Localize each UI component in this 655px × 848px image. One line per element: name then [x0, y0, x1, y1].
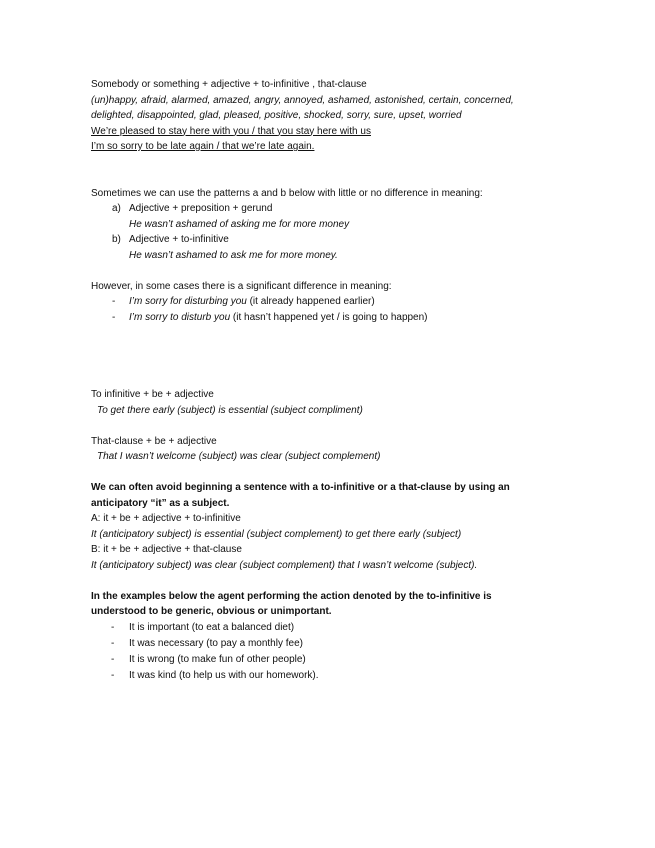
adjectives-list-line1: (un)happy, afraid, alarmed, amazed, angry, annoyed, ashamed, astonished, certain, concerned,: [91, 94, 514, 106]
section2-intro: Sometimes we can use the patterns a and b below with little or no difference in meaning:: [91, 187, 483, 199]
section4-heading: To infinitive + be + adjective: [91, 389, 214, 400]
list-item: [91, 620, 571, 636]
pattern-text: Adjective + to-infinitive: [129, 234, 229, 245]
pattern-a: A: it + be + adjective + to-infinitive: [91, 513, 241, 524]
list-item: [91, 232, 571, 248]
section4-example: To get there early (subject) is essential (subject compliment): [97, 404, 363, 416]
list-item: [91, 310, 571, 326]
example-text: I’m sorry to disturb you: [129, 311, 231, 323]
pattern-example: He wasn’t ashamed to ask me for more money.: [129, 249, 338, 261]
adjectives-list-line2: delighted, disappointed, glad, pleased, positive, shocked, sorry, sure, upset, worried: [91, 110, 462, 121]
list-marker: -: [111, 637, 115, 649]
example-note: (it already happened earlier): [246, 296, 375, 307]
section3-intro: However, in some cases there is a significant difference in meaning:: [91, 280, 392, 292]
generic-agent-paragraph: In the examples below the agent performing the action denoted by the to-infinitive is understood to be generic, obvious or unimportant.: [91, 590, 492, 617]
example-note: (it hasn’t happened yet / is going to happen): [230, 311, 428, 323]
list-item-text: It is important (to eat a balanced diet): [129, 621, 295, 633]
section5-heading: That-clause + be + adjective: [91, 435, 217, 447]
list-item-text: It is wrong (to make fun of other people): [129, 653, 306, 665]
list-marker: -: [112, 296, 116, 307]
list-item: [91, 294, 571, 310]
example-sorry: I’m so sorry to be late again / that we’re late again.: [91, 141, 315, 152]
list-item-text: It was necessary (to pay a monthly fee): [129, 637, 303, 649]
pattern-example: He wasn’t ashamed of asking me for more money: [129, 218, 350, 230]
section1-heading: Somebody or something + adjective + to-infinitive , that-clause: [91, 79, 367, 90]
list-marker: b): [112, 234, 121, 245]
list-item: [91, 636, 571, 652]
pattern-b-example: It (anticipatory subject) was clear (subject complement) that I wasn’t welcome (subject).: [91, 559, 478, 571]
list-item-text: It was kind (to help us with our homework).: [129, 669, 319, 681]
list-marker: -: [112, 311, 116, 323]
list-marker: a): [112, 203, 121, 214]
list-item: [91, 668, 571, 684]
example-pleased: We’re pleased to stay here with you / that you stay here with us: [91, 125, 371, 137]
anticipatory-it-paragraph: We can often avoid beginning a sentence with a to-infinitive or a that-clause by using an anticipatory “it” as a subject.: [91, 482, 510, 509]
pattern-a-example: It (anticipatory subject) is essential (subject complement) to get there early (subject): [91, 528, 462, 540]
list-item: [91, 652, 571, 668]
pattern-text: Adjective + preposition + gerund: [129, 203, 273, 214]
list-item: [91, 201, 571, 217]
list-marker: -: [111, 621, 115, 633]
document-page: [91, 77, 571, 684]
list-marker: -: [111, 669, 115, 681]
section5-example: That I wasn’t welcome (subject) was clear (subject complement): [97, 451, 381, 462]
list-marker: -: [111, 653, 115, 665]
example-text: I’m sorry for disturbing you: [129, 296, 247, 307]
pattern-b: B: it + be + adjective + that-clause: [91, 544, 242, 555]
